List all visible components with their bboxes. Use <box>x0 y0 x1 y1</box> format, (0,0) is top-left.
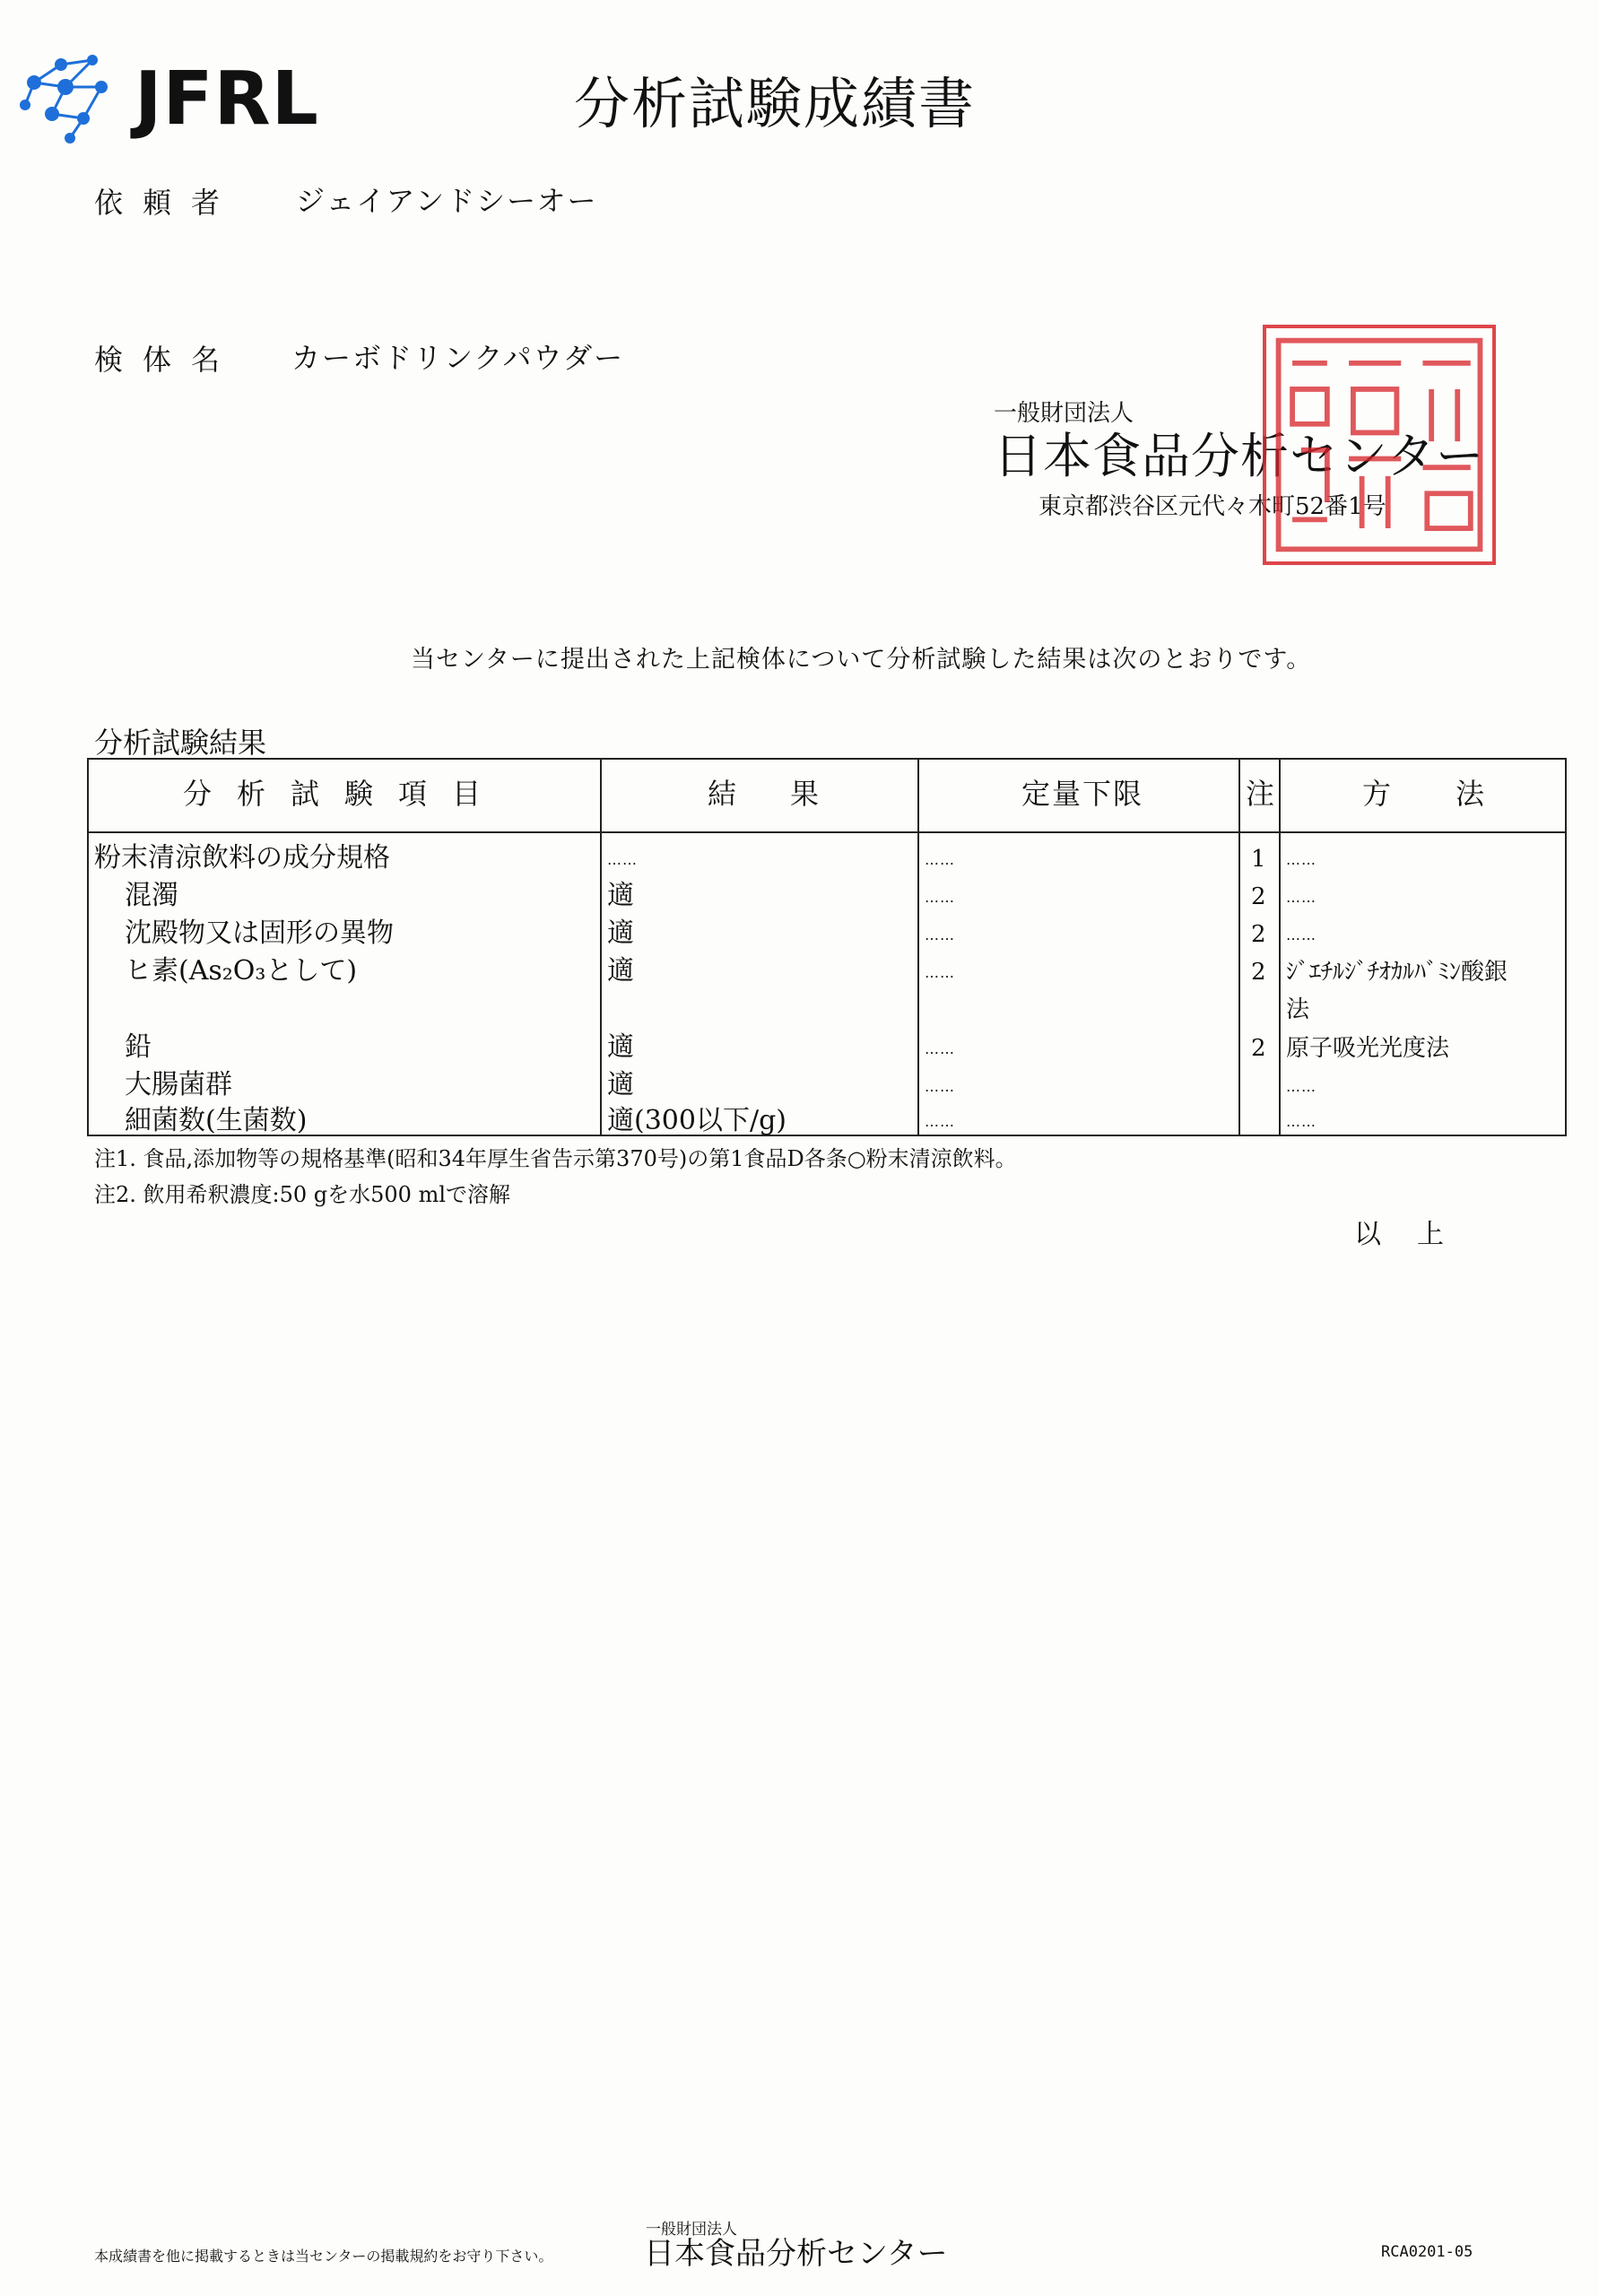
table-row-result: 適 <box>607 955 634 987</box>
table-row-method-cont: 法 <box>1286 996 1310 1023</box>
table-row-note: 2 <box>1251 959 1266 986</box>
document-title: 分析試験成績書 <box>574 71 977 136</box>
footer-note: 本成績書を他に掲載するときは当センターの掲載規約をお守り下さい。 <box>94 2248 553 2265</box>
footer-org-type: 一般財団法人 <box>646 2221 737 2239</box>
table-row-limit: …… <box>925 889 955 906</box>
official-seal-stamp <box>1263 325 1496 565</box>
closing-mark: 以上 <box>1354 1219 1480 1250</box>
table-row-result: 適(300以下/g) <box>607 1105 786 1136</box>
table-row-result: 適 <box>607 880 634 911</box>
table-row-method: …… <box>1286 851 1317 868</box>
header-result: 結果 <box>708 777 873 811</box>
header-note: 注 <box>1246 777 1275 811</box>
table-row-method: …… <box>1286 1113 1317 1130</box>
footer-org-name: 日本食品分析センター <box>644 2236 948 2272</box>
client-label: 依頼者 <box>94 186 240 220</box>
table-row-item: ヒ素(As₂O₃として) <box>125 955 358 987</box>
client-value: ジェイアンドシーオー <box>296 184 598 218</box>
table-row-item: 混濁 <box>125 880 178 911</box>
document-code: RCA0201-05 <box>1381 2243 1473 2261</box>
table-row-note: 2 <box>1251 1035 1266 1062</box>
table-row-note: 1 <box>1251 846 1266 873</box>
table-row-item: 大腸菌群 <box>125 1069 232 1100</box>
issuer-address: 東京都渋谷区元代々木町52番1号 <box>1038 493 1386 520</box>
table-row-method: 原子吸光光度法 <box>1286 1035 1450 1062</box>
table-row-limit: …… <box>925 926 955 944</box>
table-row-item: 鉛 <box>125 1031 152 1063</box>
table-row-method: …… <box>1286 926 1317 944</box>
table-row-note: 2 <box>1251 883 1266 910</box>
seal-icon <box>1266 328 1492 561</box>
table-row-method: …… <box>1286 1078 1317 1095</box>
note-2: 注2. 飲用希釈濃度:50 gを水500 mlで溶解 <box>94 1182 511 1207</box>
table-row-limit: …… <box>925 851 955 868</box>
network-logo-icon <box>16 47 142 145</box>
results-section-label: 分析試験結果 <box>94 726 267 760</box>
header-method: 方法 <box>1362 777 1550 811</box>
results-table <box>87 758 1567 1136</box>
table-row-result: …… <box>607 851 638 868</box>
table-row-limit: …… <box>925 964 955 981</box>
table-row-item: 沈殿物又は固形の異物 <box>125 918 394 949</box>
table-row-limit: …… <box>925 1113 955 1130</box>
issuer-org-type: 一般財団法人 <box>994 400 1134 427</box>
note-1: 注1. 食品,添加物等の規格基準(昭和34年厚生省告示第370号)の第1食品D各条○粉末清涼飲料。 <box>94 1146 1017 1171</box>
table-row-result: 適 <box>607 918 634 949</box>
header-item: 分析試験項目 <box>183 777 507 811</box>
table-row-method: …… <box>1286 889 1317 906</box>
header-limit: 定量下限 <box>1021 777 1144 811</box>
table-row-item: 細菌数(生菌数) <box>125 1105 308 1136</box>
sample-value: カーボドリンクパウダー <box>291 341 625 375</box>
table-row-item: 粉末清涼飲料の成分規格 <box>94 842 390 874</box>
table-row-result: 適 <box>607 1031 634 1063</box>
issuer-name: 日本食品分析センター <box>994 428 1485 484</box>
table-row-note: 2 <box>1251 921 1266 948</box>
table-row-limit: …… <box>925 1040 955 1057</box>
intro-text: 当センターに提出された上記検体について分析試験した結果は次のとおりです。 <box>411 646 1312 674</box>
table-row-limit: …… <box>925 1078 955 1095</box>
table-row-result: 適 <box>607 1069 634 1100</box>
sample-label: 検体名 <box>94 343 240 377</box>
table-row-method: ｼﾞｴﾁﾙｼﾞﾁｵｶﾙﾊﾞﾐﾝ酸銀 <box>1286 959 1508 986</box>
logo-text: JFRL <box>135 57 319 142</box>
